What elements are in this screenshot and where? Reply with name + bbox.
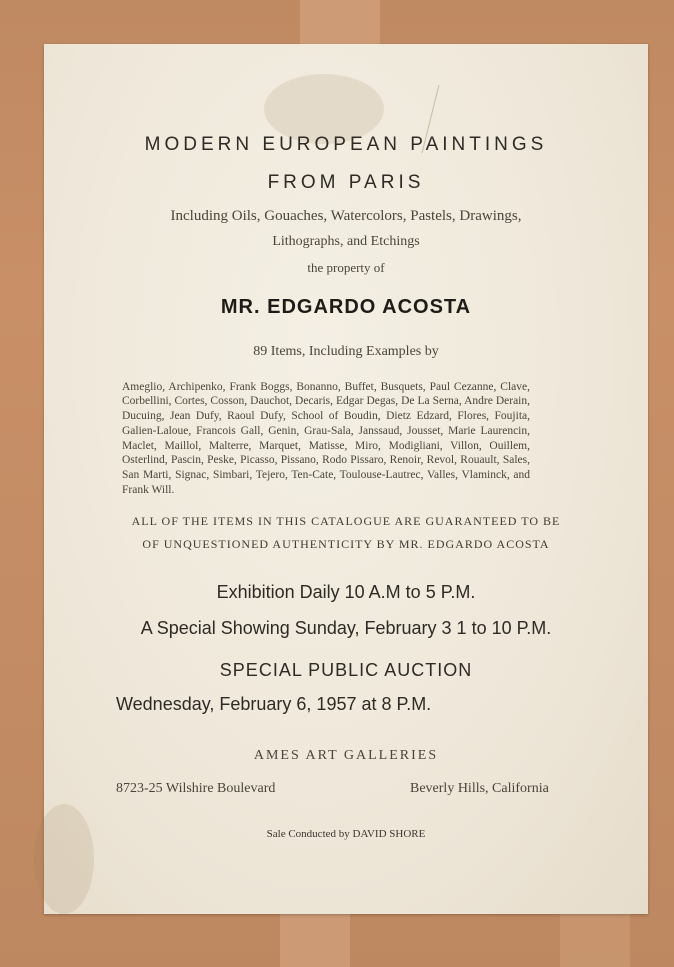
artist-list: Ameglio, Archipenko, Frank Boggs, Bonanno, Buffet, Busquets, Paul Cezanne, Clave, Corbellini, Cortes, Cosson, Dauchot, Decaris, Edgar Degas, De La Serna, Andre Derain, Ducuing, Jean Dufy, Raoul Dufy, School of Boudin, Dietz Edzard, Flores, Foujita, Galien-Laloue, Francois Gall, Genin, Grau-Sala, Janssaud, Jousset, Marie Laurencin, Maclet, Maillol, Malterre, Marquet, Matisse, Miro, Modigliani, Villon, Ouillem, Osterlind, Pascin, Peske, Picasso, Pissano, Rodo Pissaro, Renoir, Revol, Rouault, Sales, San Marti, Signac, Simbari, Tejero, Ten-Cate, Toulouse-Lautrec, Valles, Vlaminck, and Frank Will. bbox=[122, 380, 530, 497]
guarantee-line-1: ALL OF THE ITEMS IN THIS CATALOGUE ARE GUARANTEED TO BE bbox=[131, 514, 561, 528]
gallery-name: AMES ART GALLERIES bbox=[253, 748, 439, 763]
auctioneer-line: Sale Conducted by DAVID SHORE bbox=[266, 828, 426, 840]
items-line: 89 Items, Including Examples by bbox=[253, 344, 439, 359]
tape-bottom bbox=[280, 914, 350, 967]
property-line: the property of bbox=[307, 260, 385, 275]
title-line-1: MODERN EUROPEAN PAINTINGS bbox=[144, 134, 548, 155]
auction-heading: SPECIAL PUBLIC AUCTION bbox=[219, 660, 473, 680]
stain bbox=[34, 804, 94, 914]
tape-bottom-right bbox=[560, 914, 630, 967]
poster-sheet bbox=[44, 44, 648, 914]
title-line-2: FROM PARIS bbox=[267, 172, 425, 193]
auction-date: Wednesday, February 6, 1957 at 8 P.M. bbox=[116, 694, 432, 714]
guarantee-line-2: OF UNQUESTIONED AUTHENTICITY BY MR. EDGARDO ACOSTA bbox=[142, 537, 550, 551]
gallery-city: Beverly Hills, California bbox=[410, 781, 549, 796]
tape-top bbox=[300, 0, 380, 44]
special-showing: A Special Showing Sunday, February 3 1 to 10 P.M. bbox=[140, 618, 552, 638]
media-line-1: Including Oils, Gouaches, Watercolors, Pastels, Drawings, bbox=[170, 208, 522, 224]
owner-name: MR. EDGARDO ACOSTA bbox=[220, 296, 472, 318]
media-line-2: Lithographs, and Etchings bbox=[272, 234, 420, 249]
exhibition-hours: Exhibition Daily 10 A.M to 5 P.M. bbox=[216, 582, 476, 602]
gallery-address: 8723-25 Wilshire Boulevard bbox=[116, 781, 276, 796]
